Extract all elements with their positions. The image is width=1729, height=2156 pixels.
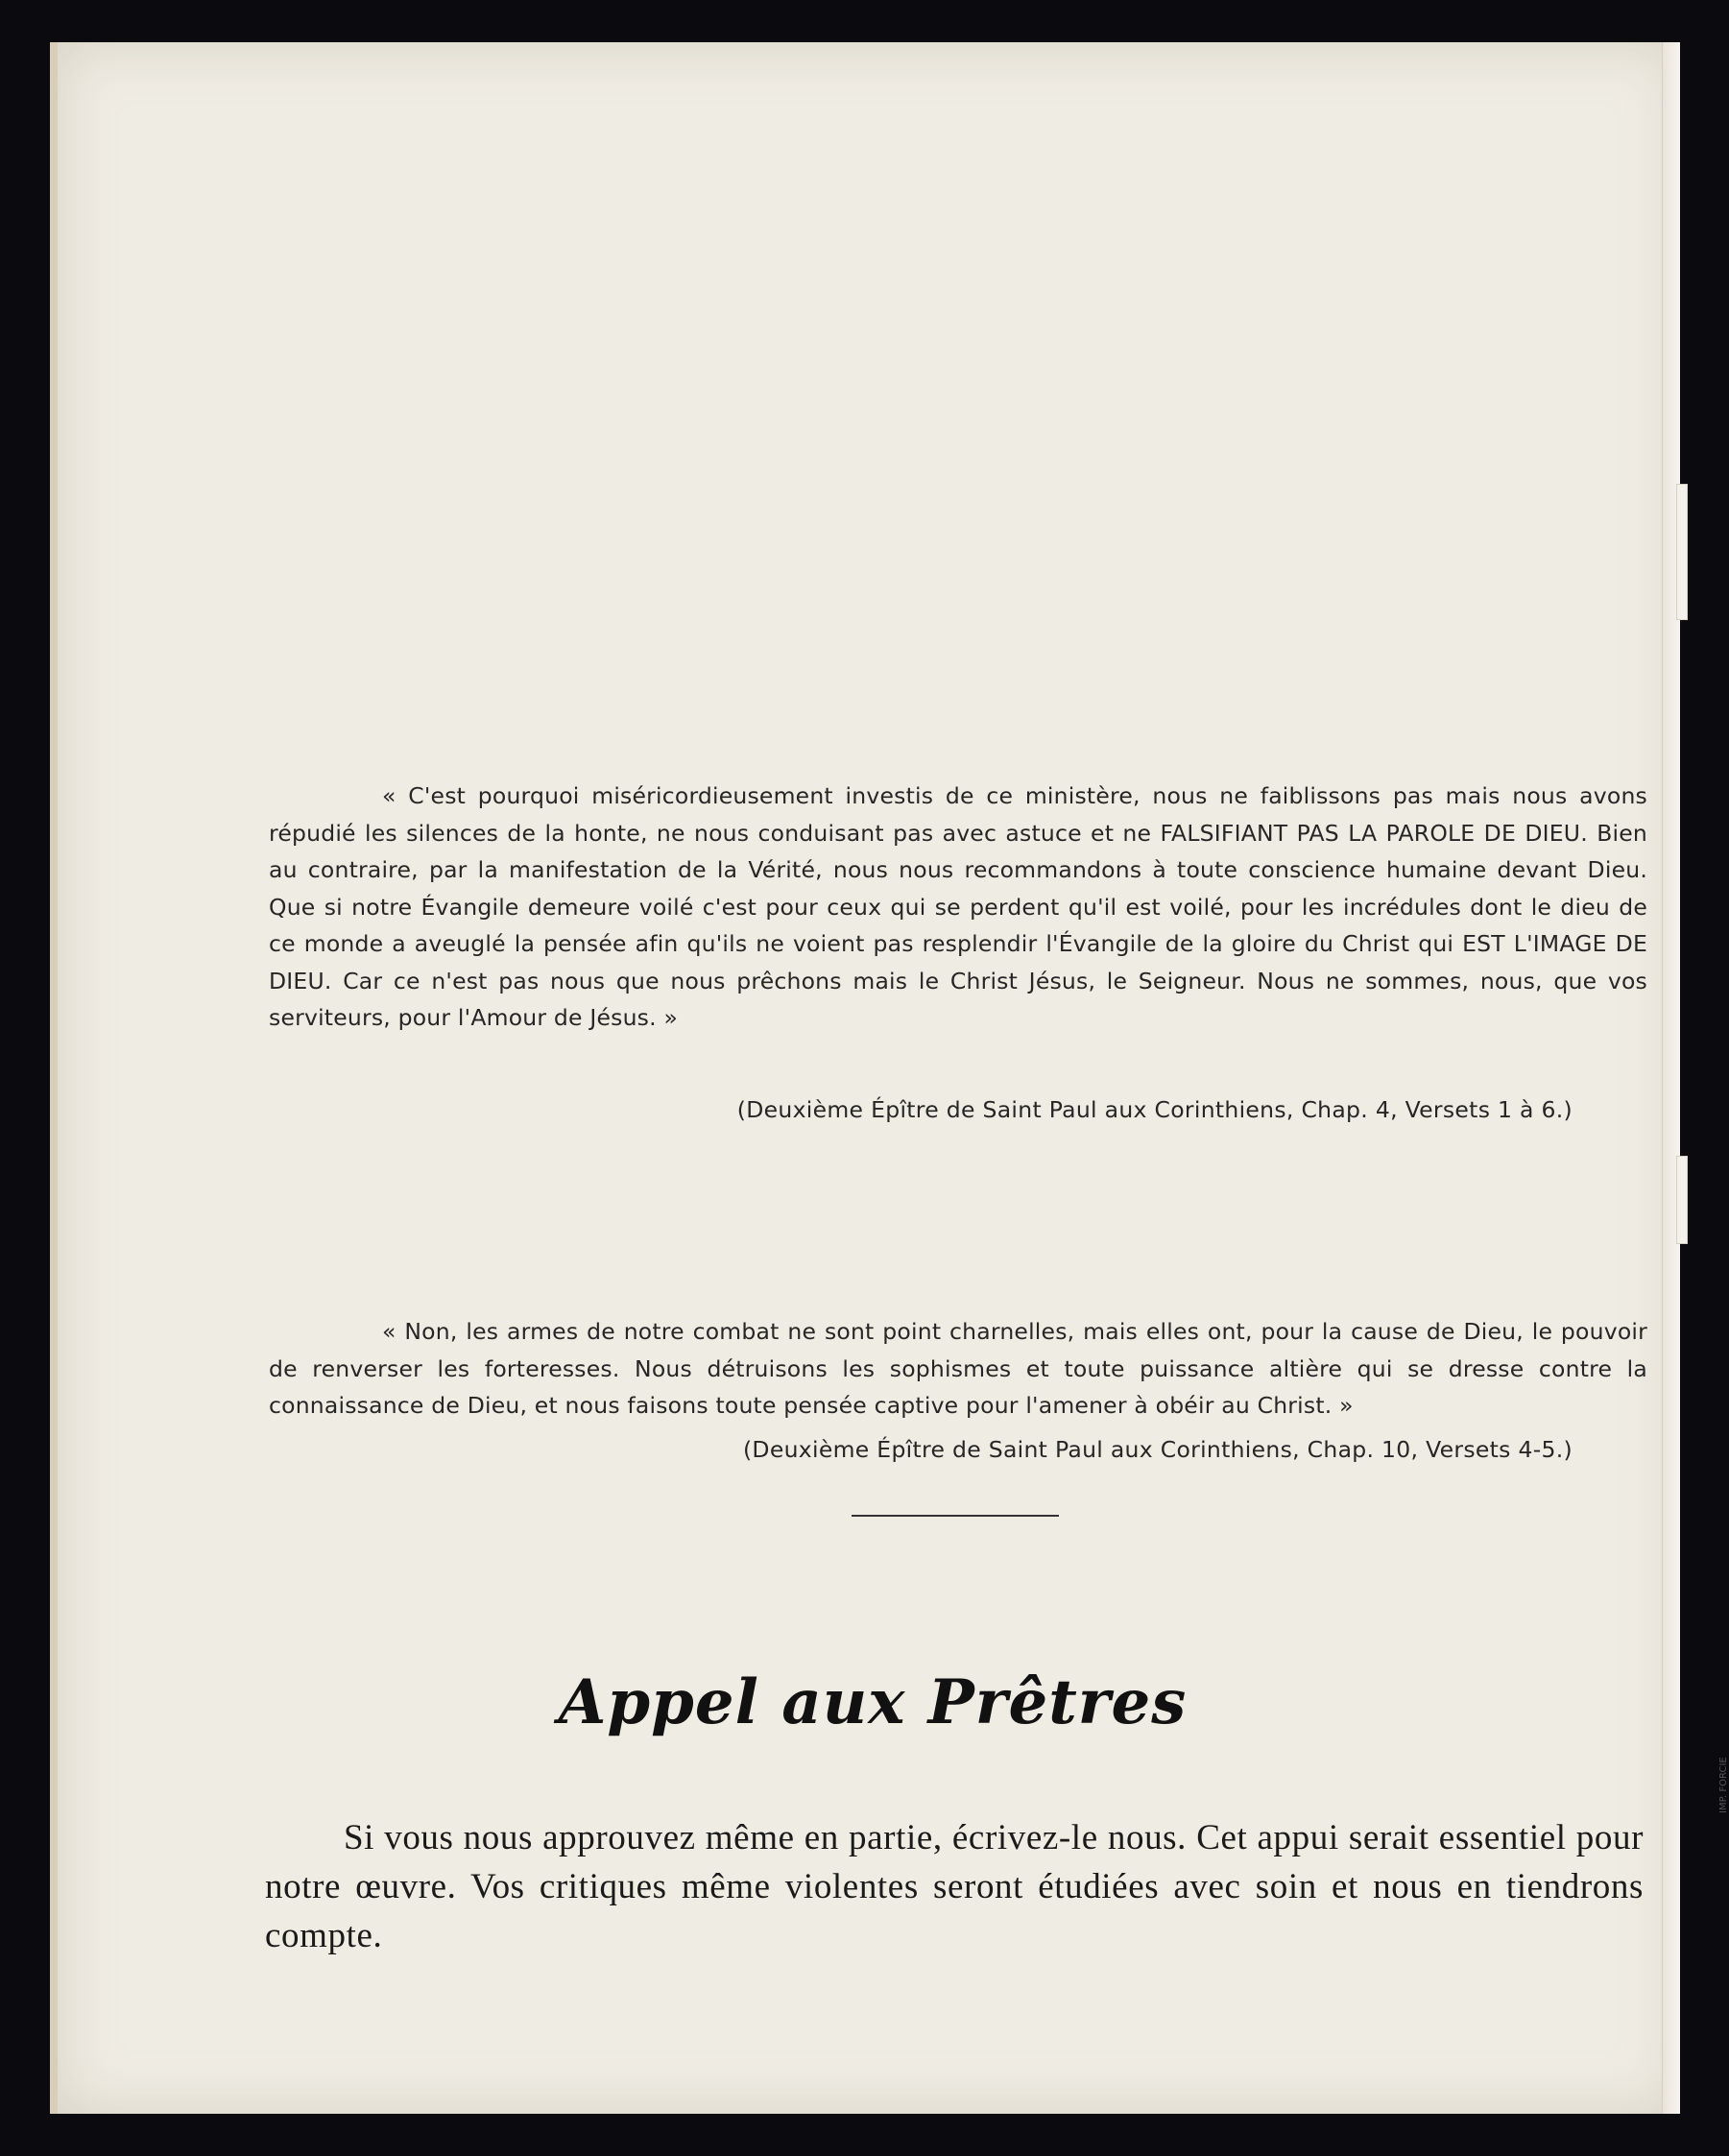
page-edge-tab: [1676, 484, 1688, 620]
scripture-citation-1: (Deuxième Épître de Saint Paul aux Corinthiens, Chap. 4, Versets 1 à 6.): [736, 1096, 1573, 1123]
section-divider: [852, 1515, 1059, 1517]
scripture-quote-1: « C'est pourquoi miséricordieusement investis de ce ministère, nous ne faiblissons pas mais nous avons répudié les silences de la honte, ne nous conduisant pas avec astuce et ne FALSIFIANT PAS LA PAROLE DE DIEU. Bien au contraire, par la manifestation de la Vérité, nous nous recommandons à toute conscience humaine devant Dieu. Que si notre Évangile demeure voilé c'est pour ceux qui se perdent qu'il est voilé, pour les incrédules dont le dieu de ce monde a aveuglé la pensée afin qu'ils ne voient pas resplendir l'Évangile de la gloire du Christ qui EST L'IMAGE DE DIEU. Car ce n'est pas nous que nous prêchons mais le Christ Jésus, le Seigneur. Nous ne sommes, nous, que vos serviteurs, pour l'Amour de Jésus. »: [269, 782, 1647, 1031]
scripture-quote-2: « Non, les armes de notre combat ne sont point charnelles, mais elles ont, pour la cause de Dieu, le pouvoir de renverser les forteresses. Nous détruisons les sophismes et toute puissance altière qui se dresse contre la connaissance de Dieu, et nous faisons toute pensée captive pour l'amener à obéir au Christ. »: [269, 1318, 1647, 1419]
appeal-title: Appel aux Prêtres: [558, 1666, 1188, 1738]
printer-mark: IMP. FORCIE: [1718, 1757, 1729, 1813]
page-edge: [1662, 42, 1680, 2114]
page-edge-tab: [1676, 1156, 1688, 1244]
appeal-paragraph: Si vous nous approuvez même en partie, écrivez-le nous. Cet appui serait essentiel pour notre œuvre. Vos critiques même violentes seront étudiées avec soin et nous en tiendrons compte.: [265, 1818, 1644, 1955]
scripture-citation-2: (Deuxième Épître de Saint Paul aux Corinthiens, Chap. 10, Versets 4-5.): [742, 1436, 1573, 1463]
document-page: [50, 42, 1729, 2114]
